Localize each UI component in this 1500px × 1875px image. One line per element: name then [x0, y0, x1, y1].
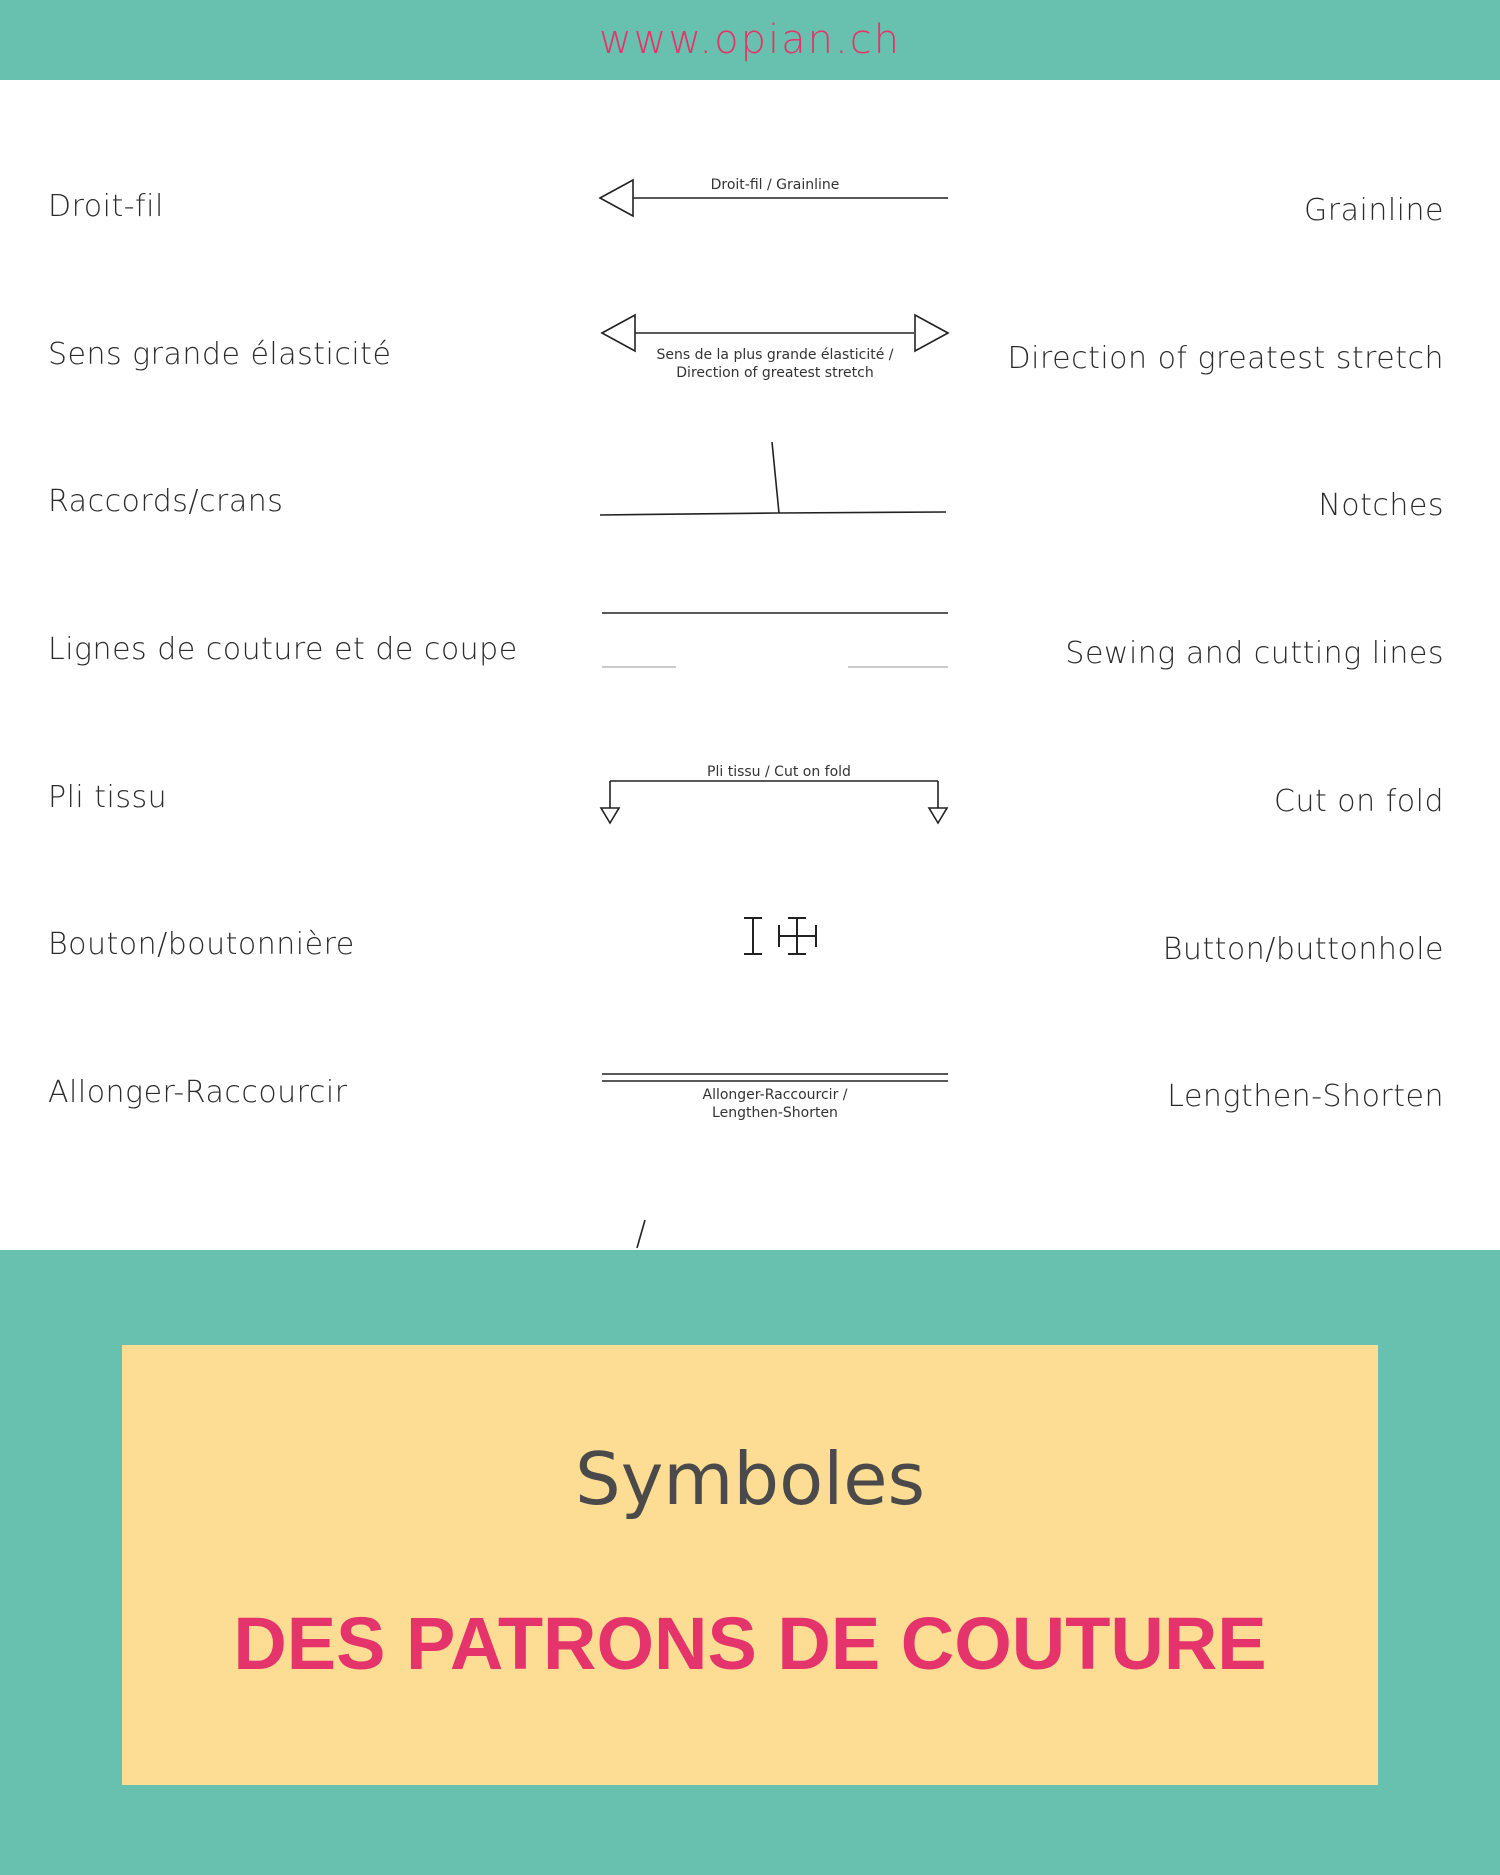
grainline-caption: Droit-fil / Grainline [710, 177, 840, 193]
lengthen-caption-2: Lengthen-Shorten [712, 1105, 838, 1121]
stretch-symbol [602, 315, 948, 351]
label-en-sewing-lines: Sewing and cutting lines [1065, 636, 1444, 671]
lengthen-shorten-symbol [602, 1074, 948, 1081]
label-fr-fold: Pli tissu [48, 780, 168, 815]
card-title: Symboles [574, 1437, 925, 1521]
fold-symbol [601, 781, 947, 823]
sewing-cutting-lines-symbol [602, 613, 948, 667]
label-fr-lengthen: Allonger-Raccourcir [48, 1075, 348, 1110]
label-fr-grainline: Droit-fil [48, 189, 164, 224]
stray-mark [637, 1220, 645, 1248]
label-en-lengthen: Lengthen-Shorten [1167, 1079, 1444, 1114]
lengthen-caption-1: Allonger-Raccourcir / [702, 1087, 848, 1103]
site-url[interactable]: www.opian.ch [598, 17, 902, 63]
notch-symbol [600, 442, 946, 515]
stretch-caption-1: Sens de la plus grande élasticité / [656, 347, 894, 363]
label-fr-sewing-lines: Lignes de couture et de coupe [48, 632, 518, 667]
label-fr-stretch: Sens grande élasticité [48, 337, 392, 372]
stretch-caption-2: Direction of greatest stretch [676, 365, 874, 381]
card-subtitle: DES PATRONS DE COUTURE [233, 1602, 1267, 1685]
label-en-stretch: Direction of greatest stretch [1007, 341, 1444, 376]
label-en-fold: Cut on fold [1274, 784, 1444, 819]
button-symbol [744, 918, 816, 954]
label-en-grainline: Grainline [1304, 193, 1444, 228]
fold-caption: Pli tissu / Cut on fold [707, 764, 851, 780]
label-fr-notches: Raccords/crans [48, 484, 284, 519]
title-card [122, 1345, 1378, 1785]
label-fr-button: Bouton/boutonnière [48, 927, 355, 962]
footer-band [0, 1250, 1500, 1875]
label-en-notches: Notches [1318, 488, 1444, 523]
label-en-button: Button/buttonhole [1162, 932, 1444, 967]
